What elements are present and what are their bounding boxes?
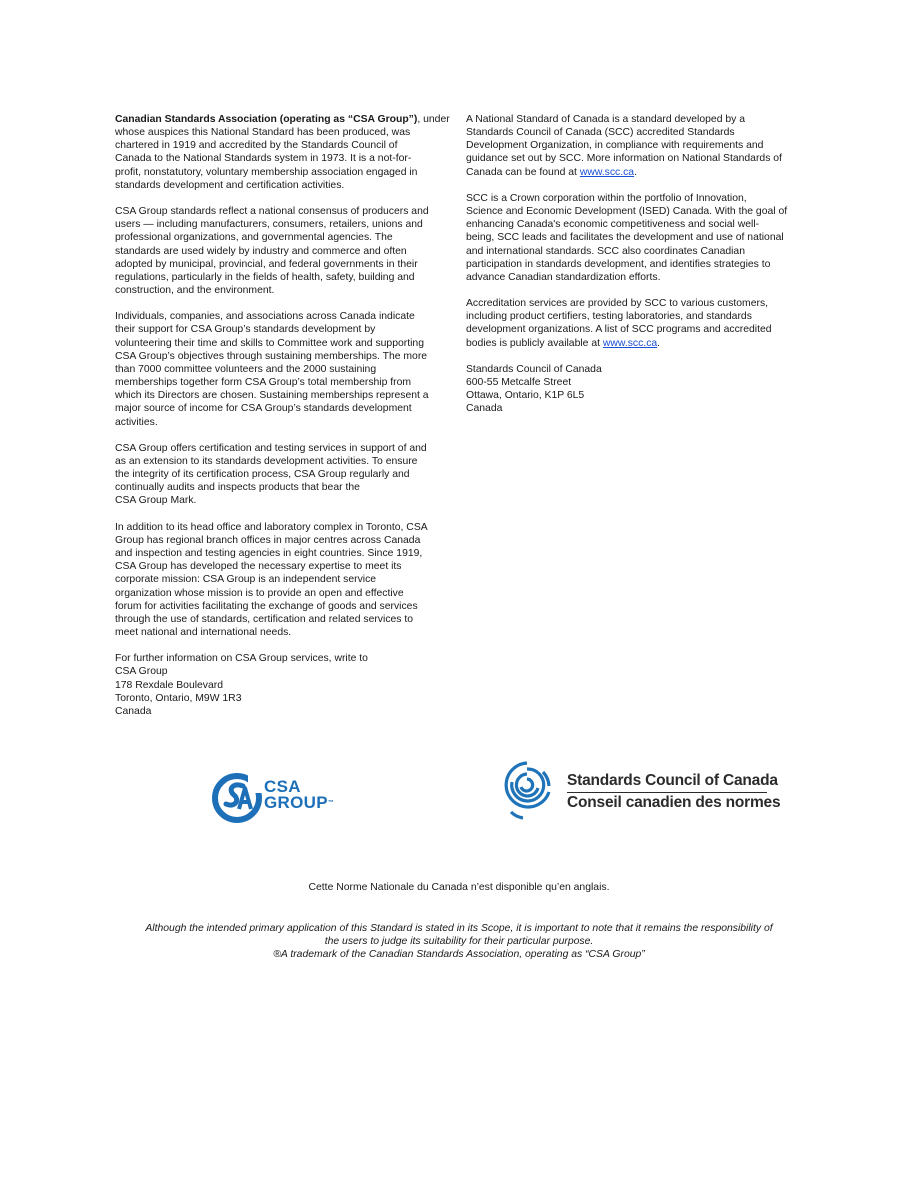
text-line: Group has regional branch offices in major centres across Canada (115, 534, 421, 546)
text-line: the integrity of its certification process, CSA Group regularly and (115, 469, 410, 481)
text-line: than 7000 committee volunteers and the 2000 sustaining (115, 363, 377, 375)
text-line: standards are used widely by industry and commerce and often (115, 245, 407, 257)
text-line: activities. (115, 416, 158, 428)
csa-wordmark (264, 779, 334, 811)
text-line: through the use of standards, certification and related services to (115, 613, 414, 625)
csa-address-paragraph (115, 652, 455, 718)
text-line: 178 Rexdale Boulevard (115, 679, 224, 691)
text-line: In addition to its head office and laboratory complex in Toronto, CSA (115, 521, 428, 533)
text-line: whose auspices this National Standard has been produced, was (115, 127, 411, 139)
disclaimer-line: Although the intended primary application of this Standard is stated in its Scope, it is important to note that it remains the responsibility of (145, 923, 773, 934)
text-line: including product certifiers, testing laboratories, and standards (466, 311, 752, 323)
text-line: 600-55 Metcalfe Street (466, 377, 572, 389)
disclaimer (110, 922, 808, 961)
scc-name-english: Standards Council of Canada (567, 772, 778, 789)
text-line: CSA Group Mark. (115, 495, 197, 507)
accreditation-paragraph (466, 297, 806, 350)
text-line: meet national and international needs. (115, 627, 292, 639)
link-suffix: . (634, 166, 637, 178)
text-line: advance Canadian standardization efforts. (466, 271, 661, 283)
csa-intro-first-line (115, 113, 455, 126)
text-line: participation in standards development, and identifies strategies to (466, 258, 771, 270)
logos-row (0, 760, 918, 830)
text-line: forum for activities facilitating the exchange of goods and services (115, 600, 418, 612)
text-line: SCC is a Crown corporation within the portfolio of Innovation, (466, 192, 747, 204)
text-line: For further information on CSA Group services, write to (115, 653, 368, 665)
text-line: Science and Economic Development (ISED) Canada. With the goal of (466, 206, 788, 218)
text-line: organization whose mission is to provide an open and effective (115, 587, 404, 599)
text-line: memberships together form CSA Group’s total membership from (115, 377, 412, 389)
text-line: CSA Group (115, 666, 168, 678)
text-line: being, SCC leads and facilitates the development and use of national (466, 232, 784, 244)
membership-paragraph (115, 310, 455, 428)
text-line: their support for CSA Group’s standards development by (115, 324, 376, 336)
csa-emblem-icon (212, 765, 264, 827)
right-column (466, 113, 806, 429)
scc-website-link[interactable]: www.scc.ca (579, 166, 635, 178)
text-line: Toronto, Ontario, M9W 1R3 (115, 692, 242, 704)
left-column (115, 113, 455, 731)
text-line: CSA Group standards reflect a national consensus of producers and (115, 206, 429, 218)
text-line: Individuals, companies, and associations across Canada indicate (115, 311, 415, 323)
csa-wordmark-group: GROUP (264, 793, 328, 812)
text-line: users — including manufacturers, consumers, retailers, unions and (115, 219, 423, 231)
scc-website-link[interactable]: www.scc.ca (602, 337, 658, 349)
text-line: and inspection and testing agencies in eight countries. Since 1919, (115, 548, 423, 560)
scc-logo (503, 760, 781, 826)
text-line: CSA Group has developed the necessary expertise to meet its (115, 561, 402, 573)
trademark-notice: ®A trademark of the Canadian Standards Association, operating as “CSA Group” (273, 949, 645, 961)
text-line: Canada to the National Standards system in 1973. It is a not-for- (115, 153, 412, 165)
text-line: continually audits and inspects products that bear the (115, 482, 360, 494)
consensus-paragraph (115, 205, 455, 297)
csa-intro-paragraph (115, 113, 455, 192)
link-suffix: . (657, 337, 661, 349)
text-line: professional organizations, and governmental agencies. The (115, 232, 393, 244)
text-line: CSA Group’s objectives through sustaining memberships. The more (115, 350, 428, 362)
text-line: Development Organization, in compliance with requirements and (466, 140, 764, 152)
offices-paragraph (115, 521, 455, 639)
scc-name-french: Conseil canadien des normes (567, 794, 781, 811)
certification-paragraph (115, 442, 455, 508)
text-line: volunteering their time and skills to Committee work and supporting (115, 337, 424, 349)
text-line: standards development and certification activities. (115, 179, 345, 191)
text-line: Canada (115, 705, 152, 717)
link-prefix: bodies is publicly available at (466, 337, 603, 349)
scc-address-paragraph (466, 363, 806, 416)
text-line: construction, and the environment. (115, 285, 275, 297)
text-line: A National Standard of Canada is a standard developed by a (466, 114, 746, 125)
text-line: development organizations. A list of SCC programs and accredited (466, 324, 772, 336)
text-line: enhancing Canada's economic competitiveness and social well- (466, 219, 760, 231)
scc-divider (567, 792, 767, 793)
text-line: regulations, particularly in the fields of health, safety, building and (115, 271, 415, 283)
csa-intro-lead-tail: , under (417, 114, 450, 125)
trademark-symbol: ™ (327, 800, 335, 806)
text-line: Standards Council of Canada (SCC) accredited Standards (466, 127, 735, 139)
text-line: Ottawa, Ontario, K1P 6L5 (466, 390, 585, 402)
text-line: Standards Council of Canada (466, 363, 602, 375)
csa-intro-lead: Canadian Standards Association (operating as “CSA Group”) (115, 114, 418, 125)
text-line: which its Directors are chosen. Sustaining memberships represent a (115, 390, 429, 402)
text-line: adopted by municipal, provincial, and federal governments in their (115, 258, 418, 270)
text-line: chartered in 1919 and accredited by the Standards Council of (115, 140, 398, 152)
text-line: major source of income for CSA Group’s standards development (115, 403, 412, 415)
text-line: and international standards. SCC also coordinates Canadian (466, 245, 745, 257)
french-availability-note: Cette Norme Nationale du Canada n’est disponible qu’en anglais. (308, 882, 610, 893)
national-standard-paragraph (466, 113, 806, 179)
text-line: CSA Group offers certification and testing services in support of and (115, 442, 427, 454)
scc-spiral-emblem-icon (503, 760, 551, 824)
text-line (466, 166, 806, 179)
csa-group-logo (212, 765, 352, 827)
text-line: Canada (466, 403, 503, 415)
link-prefix: Canada can be found at (466, 166, 580, 178)
text-line: guidance set out by SCC. More information on National Standards of (466, 153, 782, 165)
text-line: as an extension to its standards development activities. To ensure (115, 456, 418, 468)
csa-wordmark-line1: CSA (264, 777, 301, 796)
disclaimer-line: the users to judge its suitability for their particular purpose. (324, 936, 594, 948)
text-line: Accreditation services are provided by SCC to various customers, (466, 298, 769, 310)
scc-crown-paragraph (466, 192, 806, 284)
csa-wordmark-line2 (264, 795, 334, 811)
text-line (466, 337, 806, 350)
text-line: corporate mission: CSA Group is an independent service (115, 574, 377, 586)
text-line: profit, nonstatutory, voluntary membership association engaged in (115, 166, 418, 178)
